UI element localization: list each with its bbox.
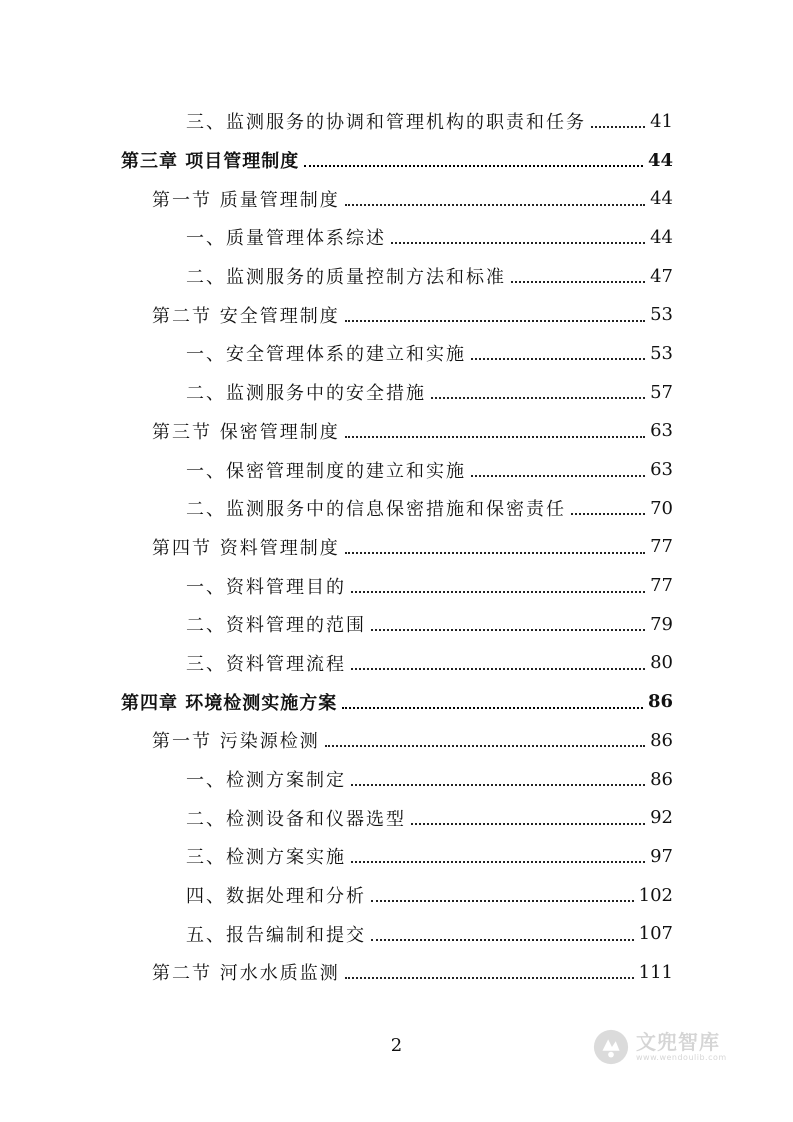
toc-entry-title: 二、监测服务中的安全措施 — [186, 379, 428, 405]
toc-entry-page: 77 — [650, 575, 673, 597]
dot-leader — [345, 320, 645, 322]
toc-entry-page: 107 — [638, 923, 673, 945]
toc-entry-item[interactable] — [0, 218, 793, 257]
dot-leader — [371, 900, 634, 902]
toc-entry-title: 三、检测方案实施 — [186, 843, 348, 869]
dot-leader — [304, 165, 643, 167]
toc-entry-page: 70 — [650, 497, 673, 519]
dot-leader — [471, 475, 645, 477]
watermark — [592, 1022, 752, 1072]
watermark-url: www.wendoulib.com — [636, 1053, 727, 1062]
toc-entry-item[interactable] — [0, 876, 793, 915]
toc-entry-title: 第一节 污染源检测 — [152, 727, 322, 753]
dot-leader — [371, 629, 645, 631]
watermark-name: 文兜智库 — [636, 1030, 720, 1054]
toc-entry-page: 63 — [650, 459, 673, 481]
toc-entry-page: 86 — [647, 691, 673, 713]
toc-entry-page: 97 — [650, 845, 673, 867]
toc-entry-page: 53 — [650, 304, 673, 326]
toc-entry-page: 44 — [647, 149, 673, 171]
dot-leader — [591, 126, 645, 128]
dot-leader — [342, 707, 643, 709]
toc-entry-page: 102 — [638, 884, 673, 906]
toc-entry-title: 第四章 环境检测实施方案 — [121, 689, 339, 715]
toc-entry-title: 二、检测设备和仪器选型 — [186, 805, 408, 831]
dot-leader — [351, 861, 645, 863]
dot-leader — [411, 823, 645, 825]
toc-entry-item[interactable] — [0, 489, 793, 528]
toc-entry-chapter[interactable] — [0, 141, 793, 180]
dot-leader — [351, 668, 645, 670]
toc-entry-title: 第四节 资料管理制度 — [152, 534, 342, 560]
toc-entry-section[interactable] — [0, 412, 793, 451]
toc-entry-item[interactable] — [0, 605, 793, 644]
toc-entry-item[interactable] — [0, 644, 793, 683]
toc-entry-page: 86 — [650, 729, 673, 751]
toc-entry-item[interactable] — [0, 837, 793, 876]
toc-entry-title: 五、报告编制和提交 — [186, 921, 368, 947]
toc-entry-page: 111 — [638, 961, 673, 983]
toc-entry-title: 第三节 保密管理制度 — [152, 418, 342, 444]
dot-leader — [325, 745, 645, 747]
toc-entry-title: 一、保密管理制度的建立和实施 — [186, 457, 468, 483]
dot-leader — [511, 281, 645, 283]
toc-entry-title: 一、资料管理目的 — [186, 573, 348, 599]
dot-leader — [345, 436, 645, 438]
toc-entry-item[interactable] — [0, 760, 793, 799]
dot-leader — [371, 939, 634, 941]
dot-leader — [571, 513, 645, 515]
toc-entry-item[interactable] — [0, 566, 793, 605]
dot-leader — [345, 977, 634, 979]
toc-entry-page: 47 — [650, 265, 673, 287]
toc-entry-title: 一、质量管理体系综述 — [186, 224, 388, 250]
dot-leader — [345, 204, 645, 206]
toc-entry-item[interactable] — [0, 450, 793, 489]
toc-entry-item[interactable] — [0, 257, 793, 296]
toc-entry-item[interactable] — [0, 798, 793, 837]
toc-entry-title: 一、安全管理体系的建立和实施 — [186, 340, 468, 366]
toc-entry-title: 二、监测服务中的信息保密措施和保密责任 — [186, 495, 568, 521]
dot-leader — [351, 784, 645, 786]
toc-entry-title: 第二节 安全管理制度 — [152, 302, 342, 328]
toc-entry-section[interactable] — [0, 295, 793, 334]
toc-entry-title: 第二节 河水水质监测 — [152, 959, 342, 985]
dot-leader — [471, 358, 645, 360]
toc-entry-page: 77 — [650, 536, 673, 558]
toc-entry-section[interactable] — [0, 721, 793, 760]
toc-entry-page: 53 — [650, 342, 673, 364]
toc-entry-page: 92 — [650, 807, 673, 829]
toc-entry-title: 三、资料管理流程 — [186, 650, 348, 676]
toc-entry-page: 44 — [650, 188, 673, 210]
toc-entry-page: 79 — [650, 613, 673, 635]
toc-entry-chapter[interactable] — [0, 682, 793, 721]
toc-entry-item[interactable] — [0, 914, 793, 953]
toc-entry-section[interactable] — [0, 179, 793, 218]
toc-entry-page: 41 — [650, 110, 673, 132]
toc-entry-title: 第一节 质量管理制度 — [152, 186, 342, 212]
toc-entry-page: 80 — [650, 652, 673, 674]
toc-entry-title: 第三章 项目管理制度 — [121, 147, 301, 173]
toc-entry-page: 57 — [650, 381, 673, 403]
toc-entry-title: 四、数据处理和分析 — [186, 882, 368, 908]
toc-entry-section[interactable] — [0, 953, 793, 992]
toc-entry-title: 二、资料管理的范围 — [186, 611, 368, 637]
dot-leader — [345, 552, 645, 554]
toc-entry-page: 86 — [650, 768, 673, 790]
toc-entry-title: 二、监测服务的质量控制方法和标准 — [186, 263, 508, 289]
dot-leader — [431, 397, 645, 399]
toc-entry-title: 一、检测方案制定 — [186, 766, 348, 792]
dot-leader — [351, 591, 645, 593]
toc-entry-item[interactable] — [0, 373, 793, 412]
page-number: 2 — [390, 1035, 403, 1056]
toc-entry-section[interactable] — [0, 528, 793, 567]
toc-entry-page: 44 — [650, 226, 673, 248]
toc-entry-item[interactable] — [0, 334, 793, 373]
toc-entry-page: 63 — [650, 420, 673, 442]
toc-entry-title: 三、监测服务的协调和管理机构的职责和任务 — [186, 108, 588, 134]
dot-leader — [391, 242, 645, 244]
wendou-logo-icon — [592, 1028, 630, 1066]
toc-entry-item[interactable] — [0, 102, 793, 141]
table-of-contents — [0, 102, 793, 992]
